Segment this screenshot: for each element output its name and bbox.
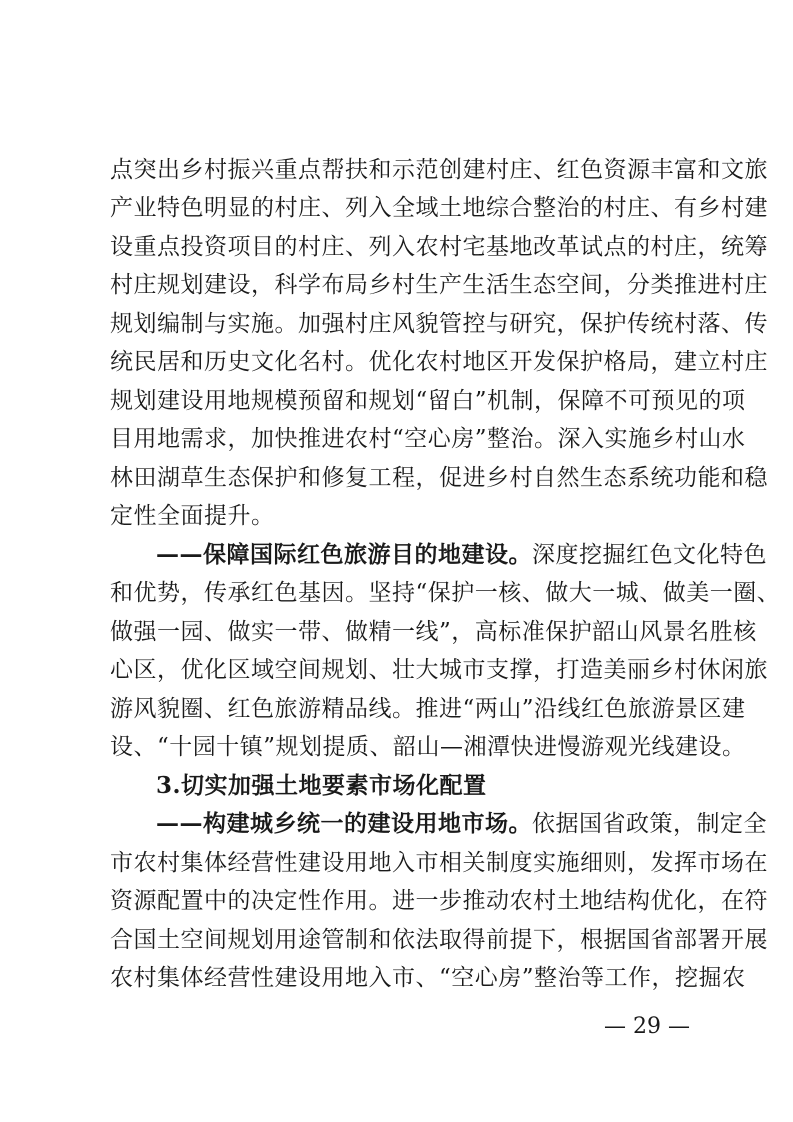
body-text-line: 村庄规划建设，科学布局乡村生产生活生态空间，分类推进村庄 [110, 272, 768, 298]
body-text-line: 合国土空间规划用途管制和依法取得前提下，根据国省部署开展 [110, 927, 768, 953]
body-text-line: 游风貌圈、红色旅游精品线。推进“两山”沿线红色旅游景区建 [110, 696, 746, 722]
body-text-line: 设重点投资项目的村庄、列入农村宅基地改革试点的村庄，统筹 [110, 234, 768, 260]
body-text-span: 依据国省政策，制定全 [532, 811, 767, 837]
body-text-line: 农村集体经营性建设用地入市、“空心房”整治等工作，挖掘农 [110, 965, 746, 991]
body-text-line: 规划建设用地规模预留和规划“留白”机制，保障不可预见的项 [110, 388, 746, 414]
section-heading-land-market: ——构建城乡统一的建设用地市场。 [156, 810, 532, 837]
page-number: — 29 — [604, 1014, 690, 1039]
body-text-line: 林田湖草生态保护和修复工程，促进乡村自然生态系统功能和稳 [110, 465, 768, 491]
body-text-line: 产业特色明显的村庄、列入全域土地综合整治的村庄、有乡村建 [110, 195, 768, 221]
body-text-line: 定性全面提升。 [110, 503, 275, 529]
body-text-line: 做强一园、做实一带、做精一线”，高标准保护韶山风景名胜核 [110, 619, 757, 645]
body-text-span: 深度挖掘红色文化特色 [532, 542, 767, 568]
paragraph-red-tourism-first-line [156, 537, 767, 573]
body-text-line: 点突出乡村振兴重点帮扶和示范创建村庄、红色资源丰富和文旅 [110, 157, 768, 183]
body-text-line: 设、“十园十镇”规划提质、韶山—湘潭快进慢游观光线建设。 [110, 734, 746, 760]
section-title-3: 3.切实加强土地要素市场化配置 [156, 772, 487, 799]
body-text-line: 统民居和历史文化名村。优化农村地区开发保护格局，建立村庄 [110, 349, 768, 375]
body-text-line: 目用地需求，加快推进农村“空心房”整治。深入实施乡村山水 [110, 426, 746, 452]
body-text-line: 和优势，传承红色基因。坚持“保护一核、做大一城、做美一圈、 [110, 580, 781, 606]
body-text-line: 资源配置中的决定性作用。进一步推动农村土地结构优化，在符 [110, 888, 768, 914]
section-heading-red-tourism: ——保障国际红色旅游目的地建设。 [156, 541, 532, 568]
body-text-line: 心区，优化区域空间规划、壮大城市支撑，打造美丽乡村休闲旅 [110, 657, 768, 683]
body-text-line: 市农村集体经营性建设用地入市相关制度实施细则，发挥市场在 [110, 850, 768, 876]
paragraph-land-market-first-line [156, 806, 767, 842]
body-text-line: 规划编制与实施。加强村庄风貌管控与研究，保护传统村落、传 [110, 311, 768, 337]
